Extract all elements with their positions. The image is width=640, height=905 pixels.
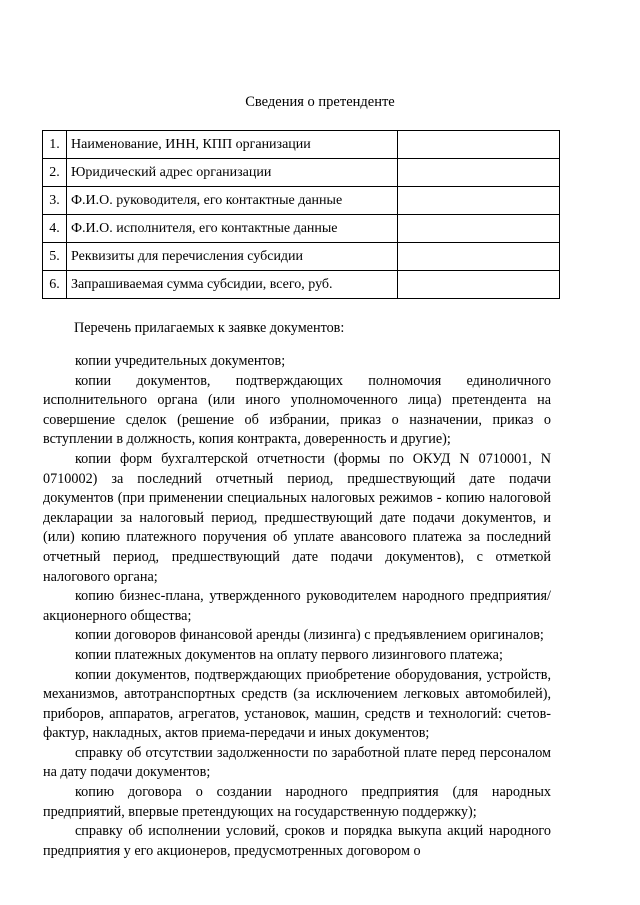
row-number: 2. — [43, 159, 67, 187]
row-label: Запрашиваемая сумма субсидии, всего, руб. — [67, 271, 398, 299]
list-item: справку об исполнении условий, сроков и порядка выкупа акций народного предприятия у его акционеров, предусмотренных договором о — [43, 823, 551, 859]
list-item: копии учредительных документов; — [75, 353, 286, 369]
documents-heading: Перечень прилагаемых к заявке документов: — [74, 320, 345, 336]
list-item: копию договора о создании народного предприятия (для народных предприятий, впервые претендующих на государственную поддержку); — [43, 784, 551, 820]
row-label: Наименование, ИНН, КПП организации — [67, 131, 398, 159]
row-value-cell[interactable] — [398, 243, 560, 271]
table-row — [43, 215, 560, 243]
table-row — [43, 243, 560, 271]
row-number: 3. — [43, 187, 67, 215]
list-item: копии договоров финансовой аренды (лизинга) с предъявлением оригиналов; — [75, 627, 544, 644]
row-value-cell[interactable] — [398, 159, 560, 187]
table-row — [43, 271, 560, 299]
applicant-info-table — [42, 130, 560, 299]
list-item: копии форм бухгалтерской отчетности (формы по ОКУД N 0710001, N 0710002) за последний отчетный период, предшествующий дате подачи документов (при применении специальных налоговых режимов - копию налоговой декларации за налоговый период, предшествующий дате подачи документов, и (или) копию платежного поручения об уплате авансового платежа за последний отчетный период, предшествующий дате подачи документов), с отметкой налогового органа; — [43, 450, 551, 585]
list-item: справку об отсутствии задолженности по заработной плате перед персоналом на дату подачи документов; — [43, 744, 551, 781]
table-row — [43, 131, 560, 159]
row-number: 5. — [43, 243, 67, 271]
list-item: копии платежных документов на оплату первого лизингового платежа; — [75, 646, 503, 663]
row-label: Юридический адрес организации — [67, 159, 398, 187]
row-label: Ф.И.О. исполнителя, его контактные данные — [67, 215, 398, 243]
list-item: копии документов, подтверждающих полномочия единоличного исполнительного органа (или иного уполномоченного лица) претендента на совершение сделок (решение об избрании, приказ о назначении, приказ о вступлении в должность, копия контракта, доверенность и другие); — [43, 372, 551, 448]
row-value-cell[interactable] — [398, 215, 560, 243]
list-item: копию бизнес-плана, утвержденного руководителем народного предприятия/акционерного общества; — [43, 588, 551, 624]
row-number: 4. — [43, 215, 67, 243]
row-number: 1. — [43, 131, 67, 159]
table-row — [43, 187, 560, 215]
row-value-cell[interactable] — [398, 271, 560, 299]
row-number: 6. — [43, 271, 67, 299]
row-label: Реквизиты для перечисления субсидии — [67, 243, 398, 271]
list-item: копии документов, подтверждающих приобретение оборудования, устройств, механизмов, автотранспортных средств (за исключением легковых автомобилей), приборов, аппаратов, агрегатов, установок, машин, средств и технологий: счетов-фактур, накладных, актов приема-передачи и иных документов; — [43, 666, 551, 742]
page-title: Сведения о претенденте — [245, 94, 395, 110]
documents-list — [43, 352, 551, 861]
row-value-cell[interactable] — [398, 131, 560, 159]
row-value-cell[interactable] — [398, 187, 560, 215]
row-label: Ф.И.О. руководителя, его контактные данные — [67, 187, 398, 215]
table-row — [43, 159, 560, 187]
